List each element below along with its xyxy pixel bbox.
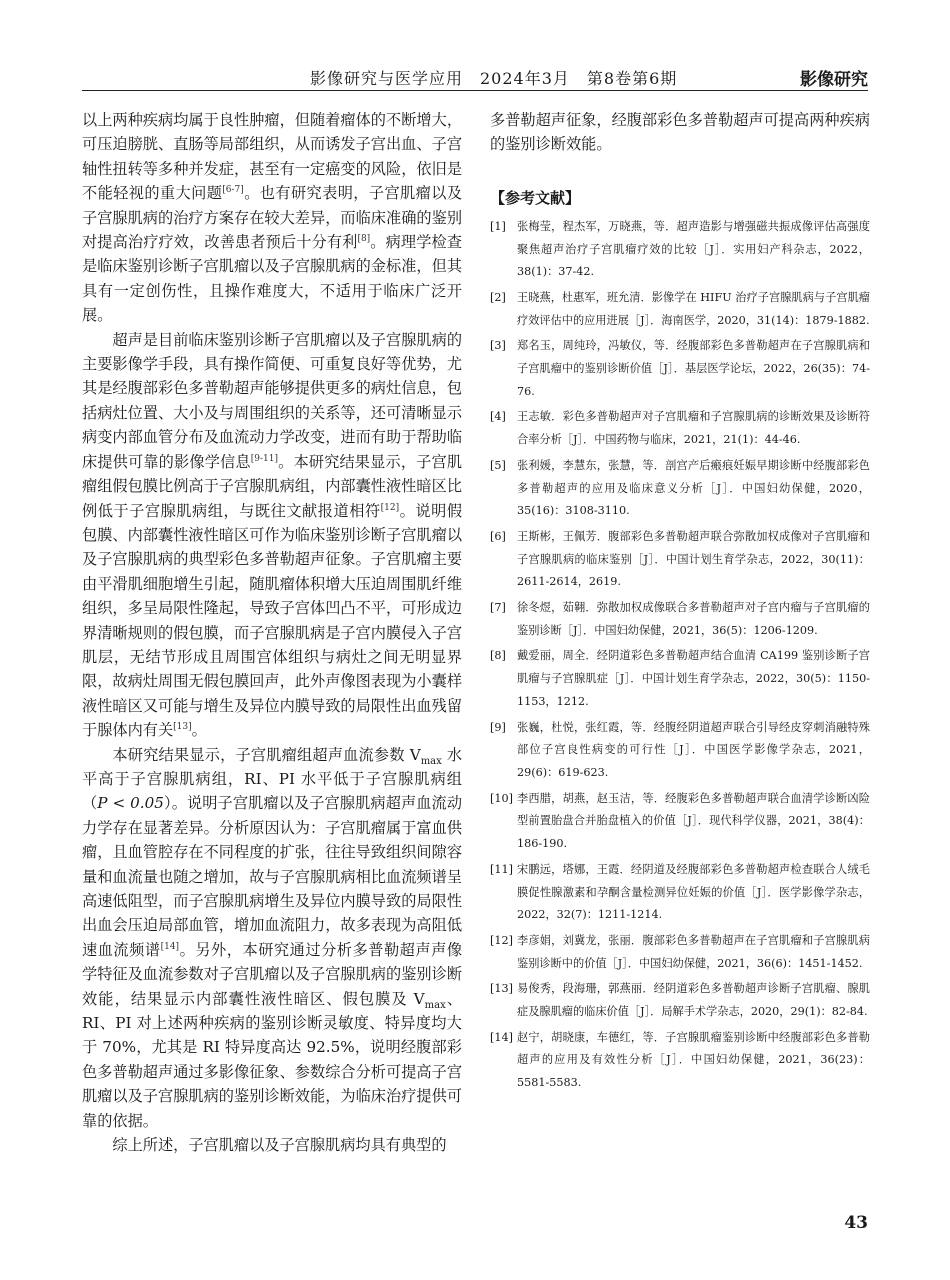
reference-number: [6] (490, 529, 506, 543)
reference-item (490, 455, 870, 523)
reference-number: [12] (490, 933, 513, 947)
paragraph-continued: 多普勒超声征象，经腹部彩色多普勒超声可提高两种疾病的鉴别诊断效能。 (490, 111, 870, 154)
reference-text: 郑名玉，周纯玲，冯敏仪，等．经腹部彩色多普勒超声在子宫腺肌病和子宫肌瘤中的鉴别诊断价值［J］．基层医学论坛，2022，26(35)：74-76. (517, 339, 870, 398)
reference-item (490, 978, 870, 1023)
reference-text: 张巍，杜悦，张红霞，等．经腹经阴道超声联合引导经皮穿刺消融特殊部位子宫良性病变的可行性［J］．中国医学影像学杂志，2021，29(6)：619-623. (517, 720, 870, 779)
reference-item (490, 406, 870, 451)
paragraph-2: 超声是目前临床鉴别诊断子宫肌瘤以及子宫腺肌病的主要影像学手段，具有操作简便、可重复良好等优势，尤其是经腹部彩色多普勒超声能够提供更多的病灶信息，包括病灶位置、大小及与周围组织的关系等，还可清晰显示病变内部血管分布及血流动力学改变，进而有助于帮助临床提供可靠的影像学信息[9-11]。本研究结果显示，子宫肌瘤组假包膜比例高于子宫腺肌病组，内部囊性液性暗区比例低于子宫腺肌病组，与既往文献报道相符[12]。说明假包膜、内部囊性液性暗区可作为临床鉴别诊断子宫肌瘤以及子宫腺肌病的典型彩色多普勒超声征象。子宫肌瘤主要由平滑肌细胞增生引起，随肌瘤体积增大压迫周围肌纤维组织，多呈局限性隆起，导致子宫体凹凸不平，可形成边界清晰规则的假包膜，而子宫腺肌病是子宫内膜侵入子宫肌层，无结节形成且周围宫体组织与病灶之间无明显界限，故病灶周围无假包膜回声，此外声像图表现为小囊样液性暗区又可能与增生及异位内膜导致的局限性出血残留于腺体内有关[13]。 (82, 330, 463, 740)
reference-item (490, 717, 870, 785)
reference-text: 赵宁，胡晓康，车德红，等．子宫腺肌瘤鉴别诊断中经腹部彩色多普勒超声的应用及有效性分析［J］．中国妇幼保健，2021，36(23)：5581-5583. (517, 1030, 870, 1090)
reference-number: [1] (490, 219, 506, 233)
reference-item (490, 645, 870, 713)
reference-text: 戴爱丽，周全．经阴道彩色多普勒超声结合血清 CA199 鉴别诊断子宫肌瘤与子宫腺肌症［J］．中国计划生育学杂志，2022，30(5)：1150-1153，1212. (517, 649, 870, 708)
reference-text: 张利媛，李慧东，张慧，等．剖宫产后瘢痕妊娠早期诊断中经腹部彩色多普勒超声的应用及临床意义分析［J］．中国妇幼保健，2020，35(16)：3108-3110. (517, 458, 870, 518)
p-value: P < 0.05 (97, 794, 164, 813)
reference-number: [11] (490, 862, 513, 876)
reference-item (490, 859, 870, 927)
references-heading: 【参考文献】 (490, 188, 581, 207)
reference-item (490, 526, 870, 594)
section-tag: 影像研究 (800, 70, 868, 90)
reference-item (490, 788, 870, 856)
reference-text: 李西腊，胡燕，赵玉洁，等．经腹彩色多普勒超声联合血清学诊断凶险型前置胎盘合并胎盘植入的价值［J］．现代科学仪器，2021，38(4)：186-190. (517, 791, 870, 851)
right-column (490, 108, 870, 1098)
reference-item (490, 597, 870, 642)
reference-number: [8] (490, 649, 506, 663)
reference-number: [13] (490, 982, 513, 996)
page-number: 43 (844, 1213, 868, 1233)
reference-number: [7] (490, 601, 506, 615)
reference-number: [2] (490, 290, 506, 304)
reference-item (490, 287, 870, 332)
reference-text: 宋鹏远，塔娜，王霞．经阴道及经腹部彩色多普勒超声检查联合人绒毛膜促性腺激素和孕酮含量检测异位妊娠的价值［J］．医学影像学杂志，2022，32(7)：1211-1214. (517, 862, 870, 922)
citation: [6-7] (222, 185, 244, 196)
reference-text: 徐冬煜，茹翱．弥散加权成像联合多普勒超声对子宫内瘤与子宫肌瘤的鉴别诊断［J］．中国妇幼保健，2021，36(5)：1206-1209. (517, 601, 870, 637)
reference-text: 王志敏．彩色多普勒超声对子宫肌瘤和子宫腺肌病的诊断效果及诊断符合率分析［J］．中国药物与临床，2021，21(1)：44-46. (517, 410, 870, 447)
paragraph-1: 以上两种疾病均属于良性肿瘤，但随着瘤体的不断增大，可压迫膀胱、直肠等局部组织，从而诱发子宫出血、子宫轴性扭转等多种并发症，甚至有一定癌变的风险，依旧是不能轻视的重大问题[6-7]。也有研究表明，子宫肌瘤以及子宫腺肌病的治疗方案存在较大差异，而临床准确的鉴别对提高治疗疗效，改善患者预后十分有利[8]。病理学检查是临床鉴别诊断子宫肌瘤以及子宫腺肌病的金标准，但其具有一定创伤性，且操作难度大，不适用于临床广泛开展。 (82, 111, 463, 325)
reference-number: [3] (490, 339, 506, 353)
reference-text: 张梅莹，程杰军，万晓燕，等．超声造影与增强磁共振成像评估高强度聚焦超声治疗子宫肌瘤疗效的比较［J］．实用妇产科杂志，2022，38(1)：37-42. (517, 219, 870, 279)
citation: [8] (357, 233, 371, 244)
reference-text: 李彦娟，刘冀龙，张丽．腹部彩色多普勒超声在子宫肌瘤和子宫腺肌病鉴别诊断中的价值［J］．中国妇幼保健，2021，36(6)：1451-1452. (517, 933, 870, 970)
reference-item (490, 335, 870, 403)
citation: [12] (380, 502, 400, 513)
reference-text: 王斯彬，王佩芳．腹部彩色多普勒超声联合弥散加权成像对子宫肌瘤和子宫腺肌病的临床鉴别［J］．中国计划生育学杂志，2022，30(11)：2611-2614，2619. (517, 529, 870, 589)
reference-number: [5] (490, 458, 506, 472)
reference-item (490, 1027, 870, 1095)
citation: [13] (173, 722, 192, 733)
paragraph-3: 本研究结果显示，子宫肌瘤组超声血流参数 $V_{max}$ 水平高于子宫腺肌病组，RI、PI 水平低于子宫腺肌病组（P < 0.05）。说明子宫肌瘤以及子宫腺肌病超声血流动力学存在显著差异。分析原因认为：子宫肌瘤属于富血供瘤，且血管腔存在不同程度的扩张，往往导致组织间隙容量和血流量也随之增加，故与子宫腺肌病相比血流频谱呈高速低阻型，而子宫腺肌病增生及异位内膜导致的局限性出血会压迫局部血管，增加血流阻力，故多表现为高阻低速血流频谱[14]。另外，本研究通过分析多普勒超声声像学特征及血流参数对子宫肌瘤以及子宫腺肌病的鉴别诊断效能，结果显示内部囊性液性暗区、假包膜及 $V_{max}$、RI、PI 对上述两种疾病的鉴别诊断灵敏度、特异度均大于 70%，尤其是 RI 特异度高达 92.5%，说明经腹部彩色多普勒超声通过多影像征象、参数综合分析可提高子宫肌瘤以及子宫腺肌病的鉴别诊断效能，为临床治疗提供可靠的依据。 (82, 745, 463, 1130)
reference-item (490, 216, 870, 284)
citation: [14] (160, 941, 180, 952)
left-column (82, 108, 462, 1157)
reference-number: [10] (490, 791, 513, 805)
reference-number: [4] (490, 410, 506, 424)
reference-number: [9] (490, 720, 506, 734)
reference-item (490, 930, 870, 975)
subscript: max (420, 755, 442, 767)
reference-text: 王晓燕，杜惠军，班允清．影像学在 HIFU 治疗子宫腺肌病与子宫肌瘤疗效评估中的应用进展［J］．海南医学，2020，31(14)：1879-1882. (517, 290, 870, 327)
reference-text: 易俊秀，段海珊，郭燕丽．经阴道彩色多普勒超声诊断子宫肌瘤、腺肌症及腺肌瘤的临床价值［J］．局解手术学杂志，2020，29(1)：82-84. (517, 982, 870, 1019)
reference-list (490, 216, 870, 1095)
citation: [9-11] (250, 453, 278, 464)
running-header (82, 60, 868, 91)
paragraph-4: 综上所述，子宫肌瘤以及子宫腺肌病均具有典型的 (112, 1136, 447, 1155)
reference-number: [14] (490, 1030, 513, 1044)
journal-info: 影像研究与医学应用 2024年3月 第8卷第6期 (310, 69, 678, 88)
subscript: max (424, 999, 446, 1011)
